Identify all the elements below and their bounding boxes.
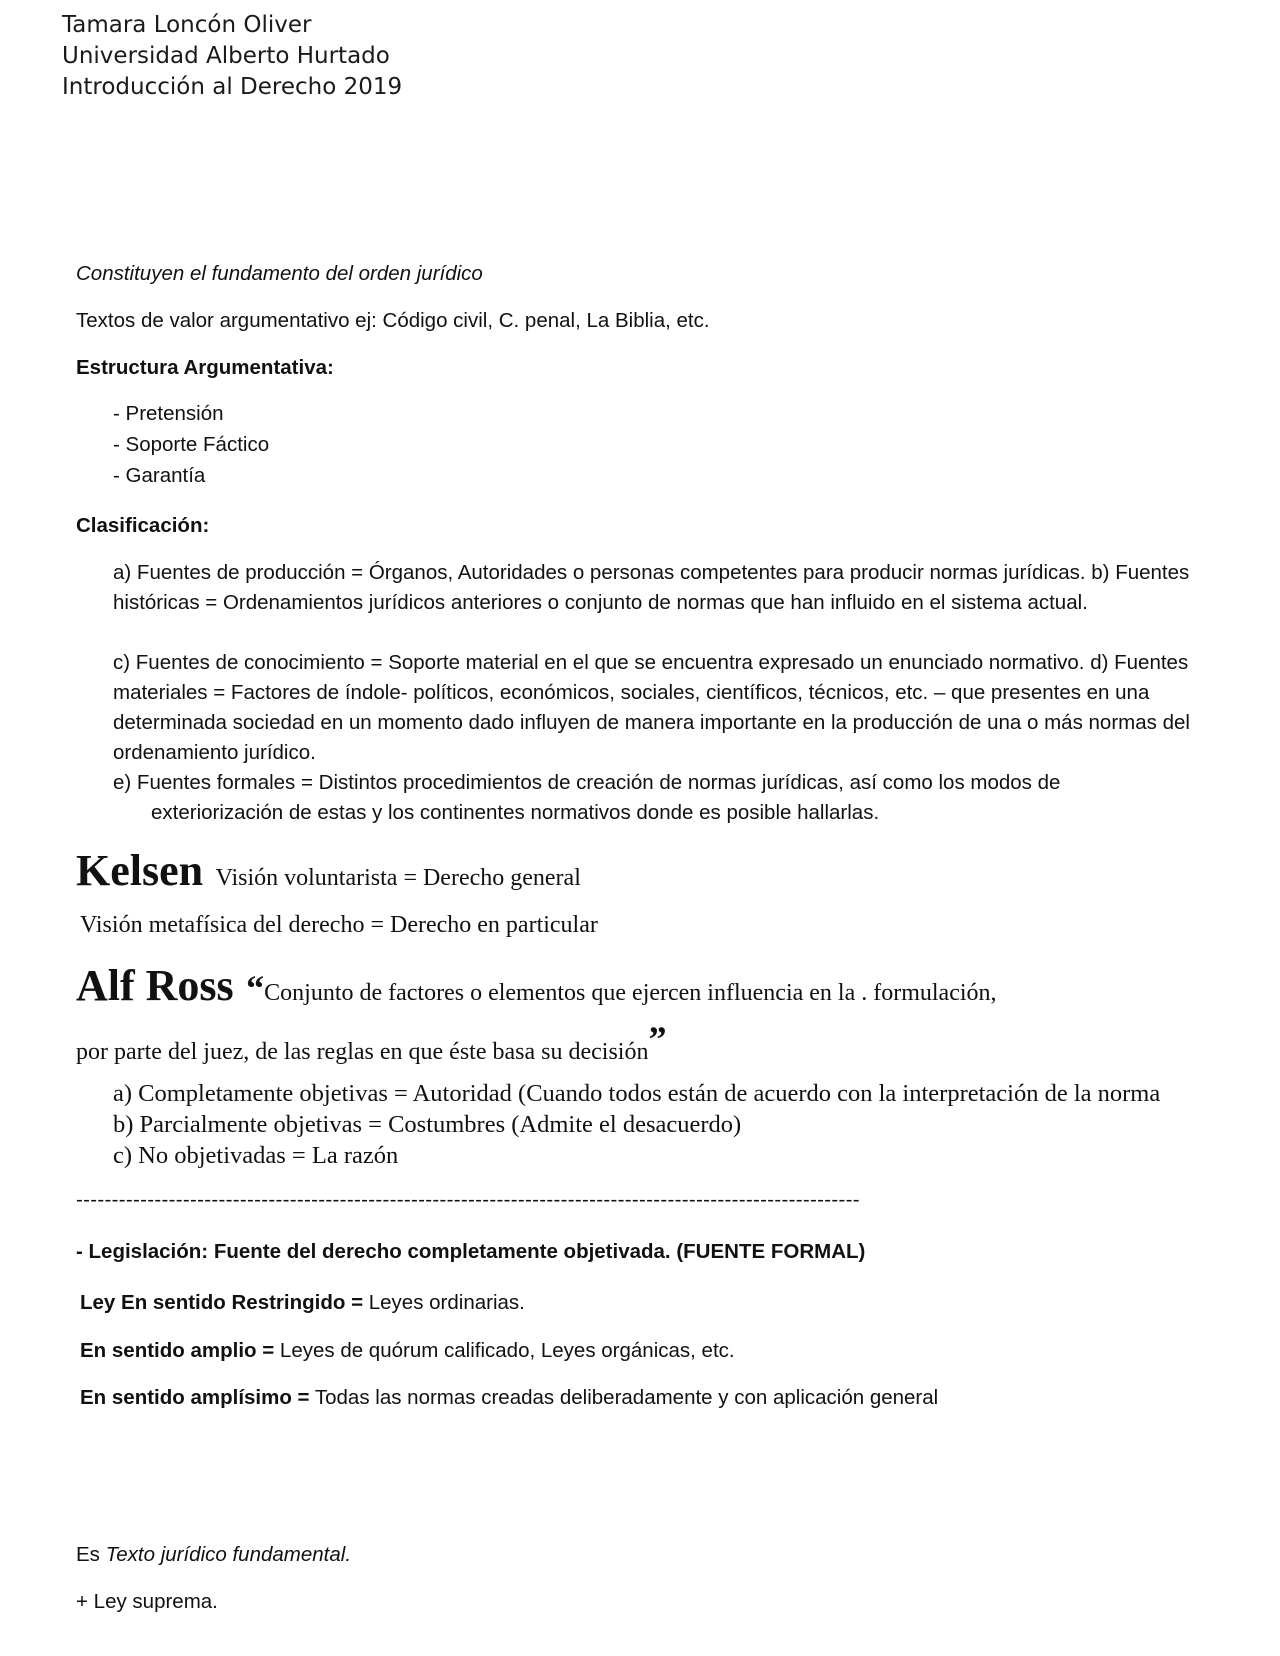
- estructura-item-pretension: - Pretensión: [113, 402, 224, 425]
- university-name: Universidad Alberto Hurtado: [62, 43, 390, 69]
- ley-restringido-label: Ley En sentido Restringido =: [80, 1291, 364, 1314]
- ross-item-no-objetivadas: c) No objetivadas = La razón: [113, 1142, 399, 1169]
- course-name: Introducción al Derecho 2019: [62, 74, 403, 100]
- ley-amplisimo-label: En sentido amplísimo =: [80, 1386, 310, 1409]
- section-separator: --------------------------------------------------------------------------------------------------------------: [76, 1188, 860, 1211]
- ley-amplio-line: [80, 1336, 735, 1366]
- ross-close-quote: ”: [648, 1019, 667, 1059]
- ross-item-completamente: a) Completamente objetivas = Autoridad (Cuando todos están de acuerdo con la interpretación de la norma: [113, 1080, 1161, 1107]
- intro-line-textos: Textos de valor argumentativo ej: Código civil, C. penal, La Biblia, etc.: [76, 309, 710, 332]
- kelsen-vision-metafisica: Visión metafísica del derecho = Derecho en particular: [80, 912, 598, 938]
- kelsen-vision-voluntarista: Visión voluntarista = Derecho general: [215, 865, 581, 891]
- document-header: [62, 10, 402, 103]
- ross-quote-line1: Conjunto de factores o elementos que ejercen influencia en la . formulación,: [264, 980, 997, 1006]
- ley-amplio-label: En sentido amplio =: [80, 1339, 275, 1362]
- intro-line-fundamento: Constituyen el fundamento del orden jurídico: [76, 262, 483, 285]
- texto-fundamental: Texto jurídico fundamental.: [105, 1543, 352, 1566]
- author-name: Tamara Loncón Oliver: [62, 12, 312, 38]
- ley-suprema-line: + Ley suprema.: [76, 1590, 218, 1613]
- ross-name: Alf Ross: [76, 961, 234, 1010]
- ley-amplisimo-line: [80, 1383, 938, 1413]
- es-prefix: Es: [76, 1543, 106, 1566]
- ley-restringido-value: Leyes ordinarias.: [363, 1291, 525, 1314]
- estructura-title: Estructura Argumentativa:: [76, 356, 334, 379]
- clasificacion-title: Clasificación:: [76, 514, 210, 537]
- clasificacion-paragraph-e-line1: e) Fuentes formales = Distintos procedimientos de creación de normas jurídicas, así como los modos de: [113, 771, 1061, 794]
- ross-open-quote: “: [246, 968, 265, 1008]
- estructura-item-garantia: - Garantía: [113, 464, 206, 487]
- texto-fundamental-line: [76, 1540, 351, 1570]
- kelsen-line: [76, 845, 581, 896]
- ross-quote-line2: por parte del juez, de las reglas en que éste basa su decisión: [76, 1039, 649, 1065]
- ley-amplisimo-value: Todas las normas creadas deliberadamente y con aplicación general: [309, 1386, 939, 1409]
- clasificacion-paragraph-ab: a) Fuentes de producción = Órganos, Autoridades o personas competentes para producir normas jurídicas. b) Fuentes históricas = Ordenamientos jurídicos anteriores o conjunto de normas que han influido en el sistema actual.: [113, 561, 1190, 614]
- ross-item-parcialmente: b) Parcialmente objetivas = Costumbres (Admite el desacuerdo): [113, 1111, 742, 1138]
- ross-quote-line2-wrap: [76, 1018, 666, 1066]
- ross-list: [113, 1078, 1160, 1171]
- kelsen-name: Kelsen: [76, 846, 204, 895]
- clasificacion-paragraph-cd: c) Fuentes de conocimiento = Soporte material en el que se encuentra expresado un enunciado normativo. d) Fuentes materiales = Factores de índole- políticos, económicos, sociales, científicos, técnicos, etc. – que presentes en una determinada sociedad en un momento dado influyen de manera importante en la producción de una o más normas del ordenamiento jurídico.: [113, 651, 1190, 764]
- legislacion-title: - Legislación: Fuente del derecho completamente objetivada. (FUENTE FORMAL): [76, 1240, 866, 1263]
- estructura-item-soporte: - Soporte Fáctico: [113, 433, 270, 456]
- ross-line: [76, 960, 997, 1011]
- clasificacion-paragraph-e-line2: exteriorización de estas y los continentes normativos donde es posible hallarlas.: [151, 801, 880, 824]
- ley-amplio-value: Leyes de quórum calificado, Leyes orgánicas, etc.: [274, 1339, 735, 1362]
- ley-restringido-line: [80, 1288, 525, 1318]
